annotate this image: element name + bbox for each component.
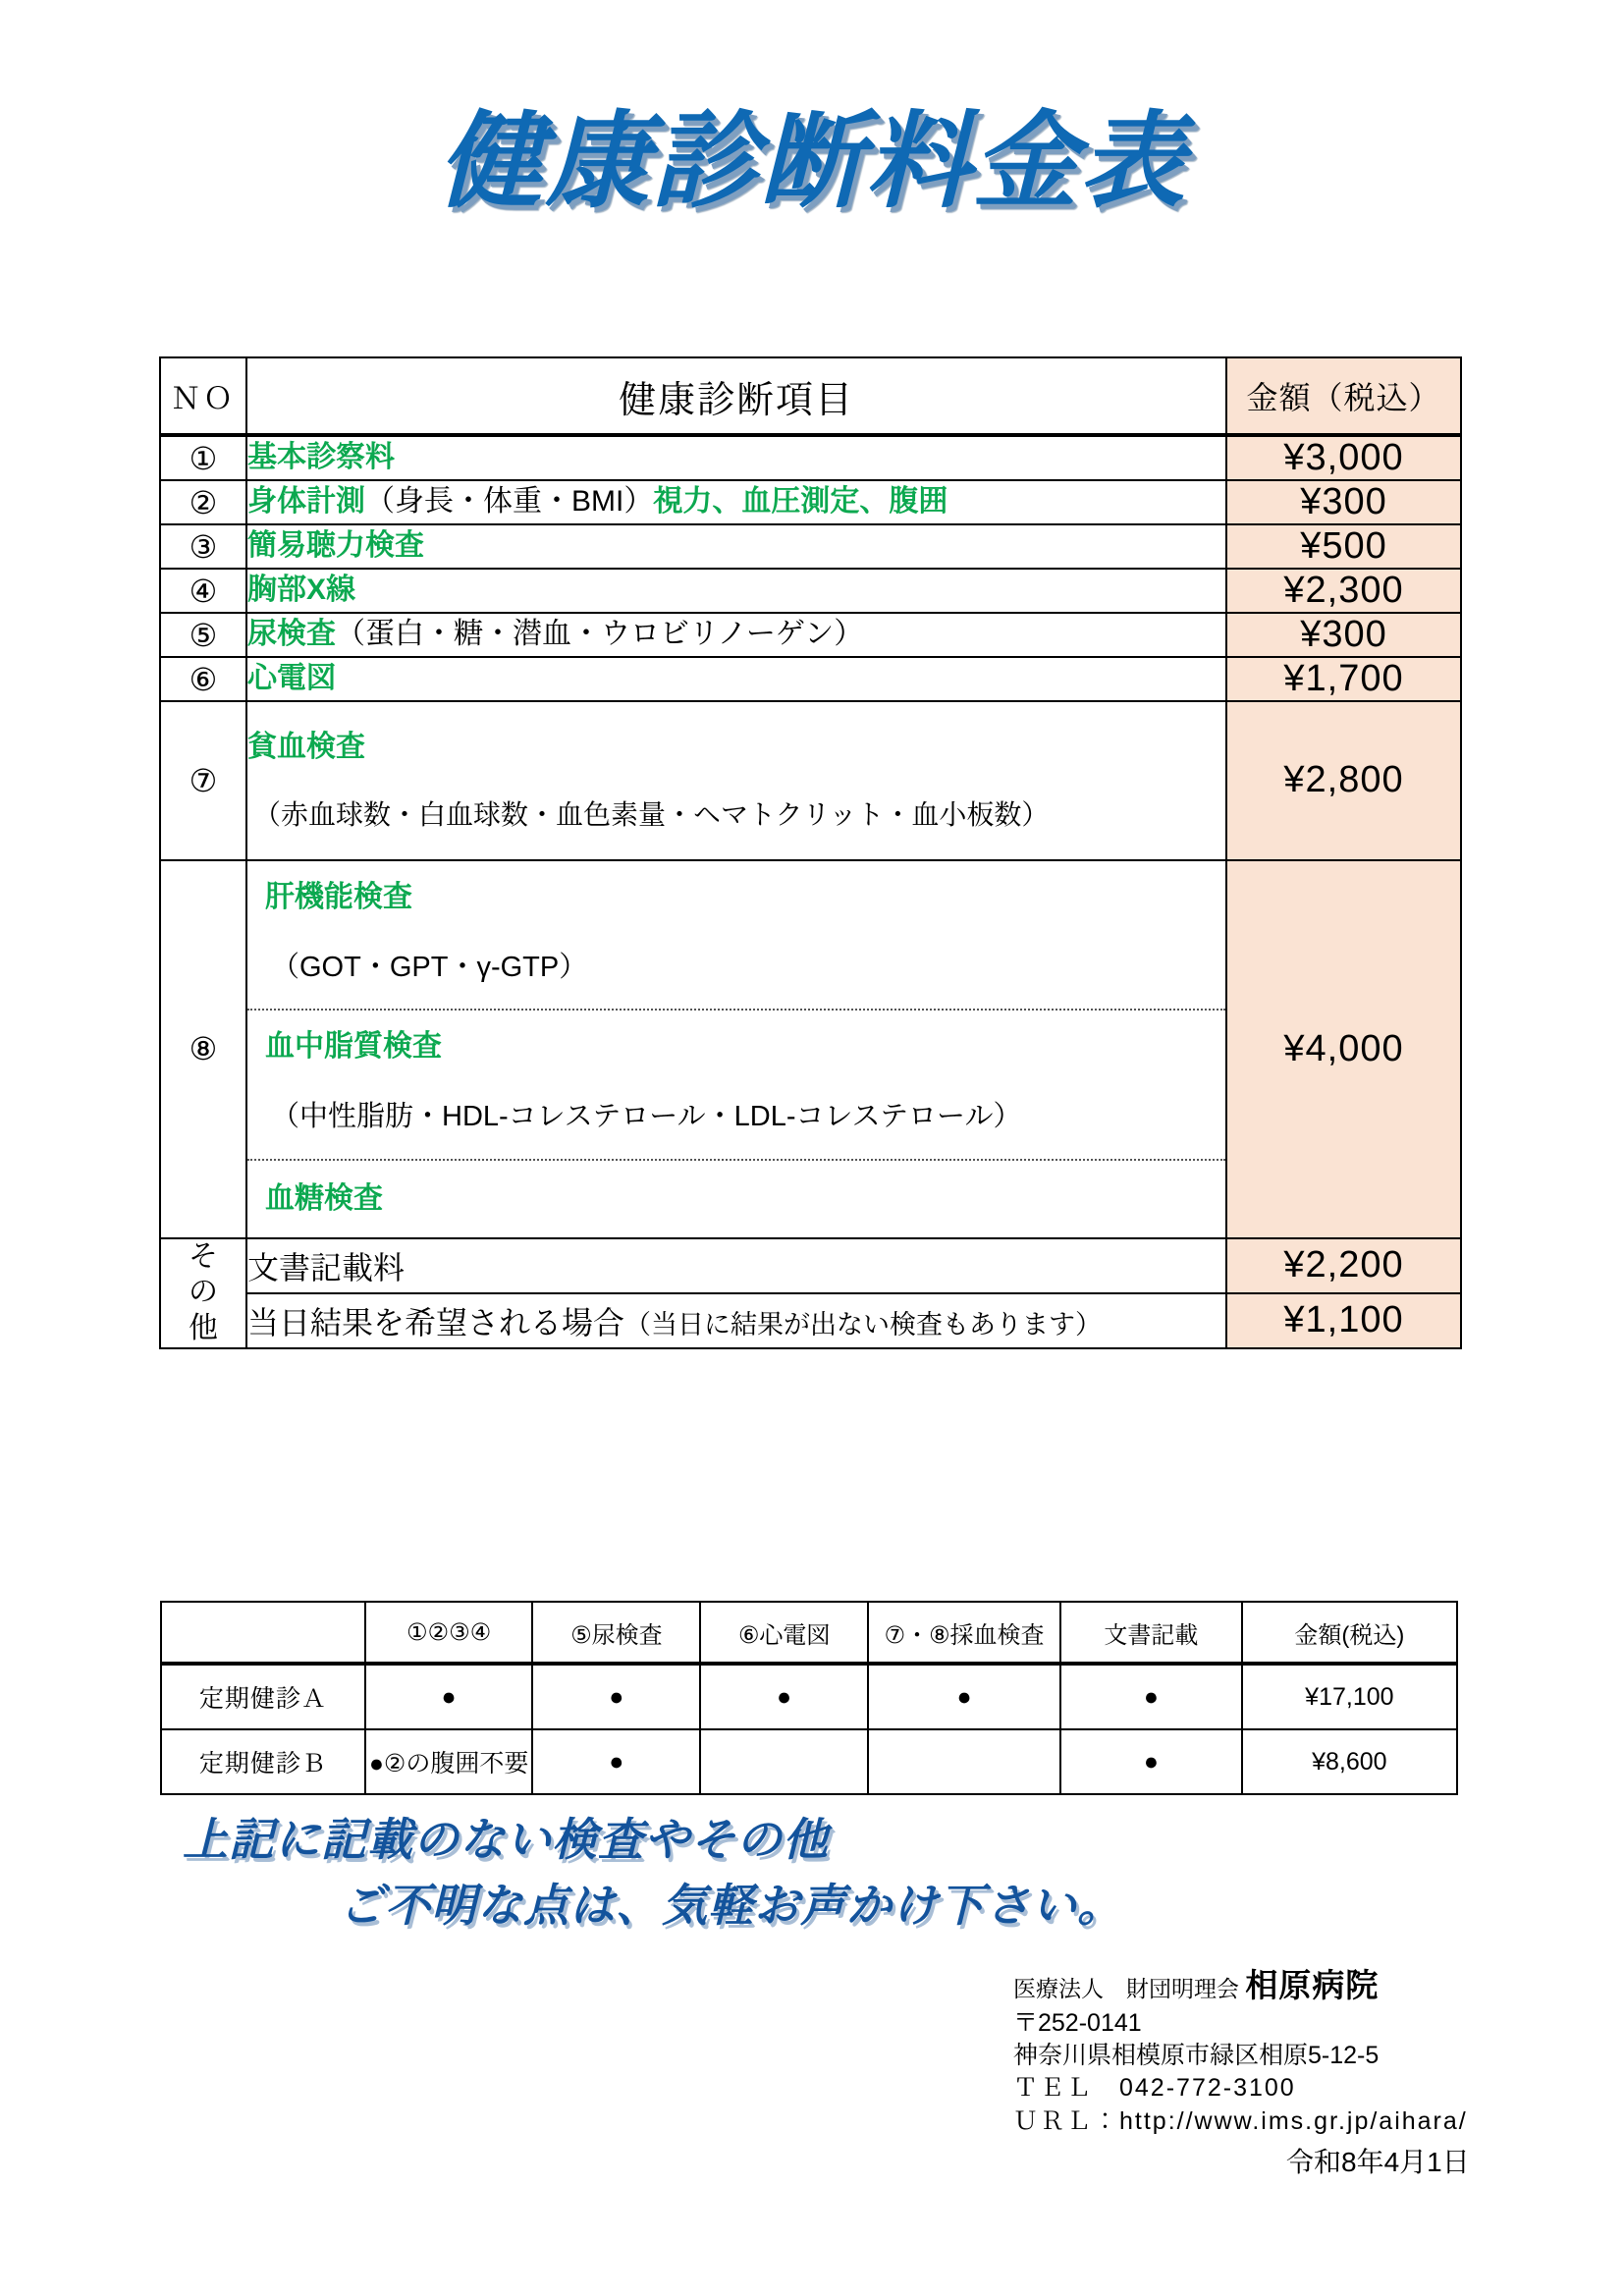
- plan-cell-document: ●: [1060, 1729, 1242, 1794]
- table-row: [160, 524, 1461, 569]
- item-name-green: 簡易聴力検査: [247, 529, 424, 563]
- row-number: ②: [160, 480, 246, 524]
- plan-cell-items-1234: ●②の腹囲不要: [365, 1729, 533, 1794]
- row-number: ④: [160, 569, 246, 613]
- row8-block: [247, 1160, 1225, 1237]
- page-title-container: [0, 102, 1624, 220]
- header-item: 健康診断項目: [246, 357, 1226, 435]
- plan-header-row: [161, 1602, 1457, 1664]
- item-name-green: 貧血検査: [247, 731, 365, 763]
- plan-header-items-1234: ①②③④: [365, 1602, 533, 1664]
- notice-message: [0, 1807, 1624, 1938]
- table-row: [160, 569, 1461, 613]
- other-label-char-3: 他: [189, 1312, 218, 1345]
- row-amount: ¥300: [1226, 480, 1461, 524]
- table-row: [160, 435, 1461, 480]
- plan-cell-blood: [868, 1729, 1060, 1794]
- header-amount: 金額（税込）: [1226, 357, 1461, 435]
- item-detail: （蛋白・糖・潜血・ウロビリノーゲン）: [336, 618, 864, 651]
- item-subdetail: （赤血球数・白血球数・血色素量・ヘマトクリット・血小板数）: [253, 798, 1050, 830]
- item-name: 当日結果を希望される場合: [247, 1304, 625, 1340]
- row-item: [246, 1293, 1226, 1348]
- item-name-green-2: 視力、血圧測定、腹囲: [653, 485, 948, 519]
- item-detail: （身長・体重・BMI）: [365, 485, 654, 519]
- plan-amount: ¥8,600: [1242, 1729, 1457, 1794]
- row-item: [246, 524, 1226, 569]
- row-amount: ¥4,000: [1226, 860, 1461, 1238]
- telephone: ＴＥＬ 042-772-3100: [1013, 2074, 1296, 2103]
- row-number: ⑥: [160, 657, 246, 701]
- row8-block: [247, 861, 1225, 1011]
- row-number: ⑧: [160, 860, 246, 1238]
- plan-cell-items-1234: ●: [365, 1664, 533, 1729]
- row-number: ⑦: [160, 701, 246, 860]
- row8-block: [247, 1010, 1225, 1160]
- item-name-green: 肝機能検査: [265, 880, 412, 913]
- row-item: [246, 657, 1226, 701]
- plan-row: [161, 1664, 1457, 1729]
- plan-row: [161, 1729, 1457, 1794]
- row-amount: ¥2,300: [1226, 569, 1461, 613]
- item-note: （当日に結果が出ない検査もあります）: [624, 1309, 1103, 1339]
- plan-name: 定期健診Ｂ: [161, 1729, 365, 1794]
- item-name-green: 尿検査: [247, 618, 336, 651]
- row-item-grouped: [246, 860, 1226, 1238]
- row-item: [246, 435, 1226, 480]
- plan-header-ecg: ⑥心電図: [700, 1602, 868, 1664]
- row-number: ①: [160, 435, 246, 480]
- table-row: [160, 701, 1461, 860]
- item-subdetail: （GOT・GPT・γ-GTP）: [271, 951, 588, 983]
- plan-header-amount: 金額(税込): [1242, 1602, 1457, 1664]
- item-name-green: 基本診察料: [247, 441, 395, 474]
- plan-cell-ecg: ●: [700, 1664, 868, 1729]
- organization-prefix: 医療法人 財団明理会: [1013, 1976, 1239, 2001]
- item-name-green: 血中脂質検査: [265, 1030, 442, 1064]
- row-item: [246, 613, 1226, 657]
- table-row: [160, 480, 1461, 524]
- row-item: [246, 701, 1226, 860]
- plan-header-blood: ⑦・⑧採血検査: [868, 1602, 1060, 1664]
- table-row: [160, 1293, 1461, 1348]
- table-row: [160, 613, 1461, 657]
- address: 神奈川県相模原市緑区相原5-12-5: [1013, 2042, 1380, 2070]
- notice-line-2: ご不明な点は、気軽お声かけ下さい。: [339, 1879, 1123, 1931]
- other-label-char-1: そ: [189, 1239, 218, 1273]
- plan-cell-urine: ●: [532, 1729, 700, 1794]
- website-url: ＵＲＬ：http://www.ims.gr.jp/aihara/: [1013, 2106, 1468, 2135]
- row-item: [246, 1238, 1226, 1293]
- table-row: [160, 657, 1461, 701]
- row-amount: ¥300: [1226, 613, 1461, 657]
- plan-header-blank: [161, 1602, 365, 1664]
- row-number: ⑤: [160, 613, 246, 657]
- table-row: [160, 1238, 1461, 1293]
- hospital-contact-block: [1013, 1964, 1468, 2138]
- row-amount: ¥3,000: [1226, 435, 1461, 480]
- price-table: [159, 356, 1462, 1349]
- plan-cell-blood: ●: [868, 1664, 1060, 1729]
- notice-line-1: 上記に記載のない検査やその他: [183, 1814, 829, 1865]
- row8-subtable: [247, 861, 1225, 1237]
- item-name-green: 身体計測: [247, 485, 365, 519]
- row-item: [246, 569, 1226, 613]
- plan-header-urine: ⑤尿検査: [532, 1602, 700, 1664]
- other-label-char-2: の: [189, 1276, 218, 1309]
- plan-cell-document: ●: [1060, 1664, 1242, 1729]
- other-category-label: [160, 1238, 246, 1348]
- row-item: [246, 480, 1226, 524]
- row-amount: ¥1,700: [1226, 657, 1461, 701]
- item-name-green: 血糖検査: [265, 1181, 383, 1215]
- postal-code: 〒252-0141: [1013, 2008, 1142, 2037]
- plan-name: 定期健診Ａ: [161, 1664, 365, 1729]
- table-row: [160, 860, 1461, 1238]
- hospital-name: 相原病院: [1245, 1967, 1380, 2003]
- item-subdetail: （中性脂肪・HDL-コレステロール・LDL-コレステロール）: [271, 1101, 1022, 1133]
- plan-amount: ¥17,100: [1242, 1664, 1457, 1729]
- row-number: ③: [160, 524, 246, 569]
- checkup-plan-table: [160, 1601, 1458, 1795]
- header-no: ＮＯ: [160, 357, 246, 435]
- effective-date: 令和8年4月1日: [1286, 2147, 1470, 2177]
- item-name: 文書記載料: [247, 1249, 406, 1285]
- row-amount: ¥2,200: [1226, 1238, 1461, 1293]
- plan-cell-urine: ●: [532, 1664, 700, 1729]
- plan-header-document: 文書記載: [1060, 1602, 1242, 1664]
- table-header-row: [160, 357, 1461, 435]
- organization-line: [1013, 1964, 1468, 2007]
- row-amount: ¥500: [1226, 524, 1461, 569]
- row-amount: ¥2,800: [1226, 701, 1461, 860]
- item-name-green: 心電図: [247, 662, 336, 695]
- item-name-green: 胸部X線: [247, 574, 356, 607]
- row-amount: ¥1,100: [1226, 1293, 1461, 1348]
- page-title: 健康診断料金表: [437, 102, 1187, 220]
- plan-cell-ecg: [700, 1729, 868, 1794]
